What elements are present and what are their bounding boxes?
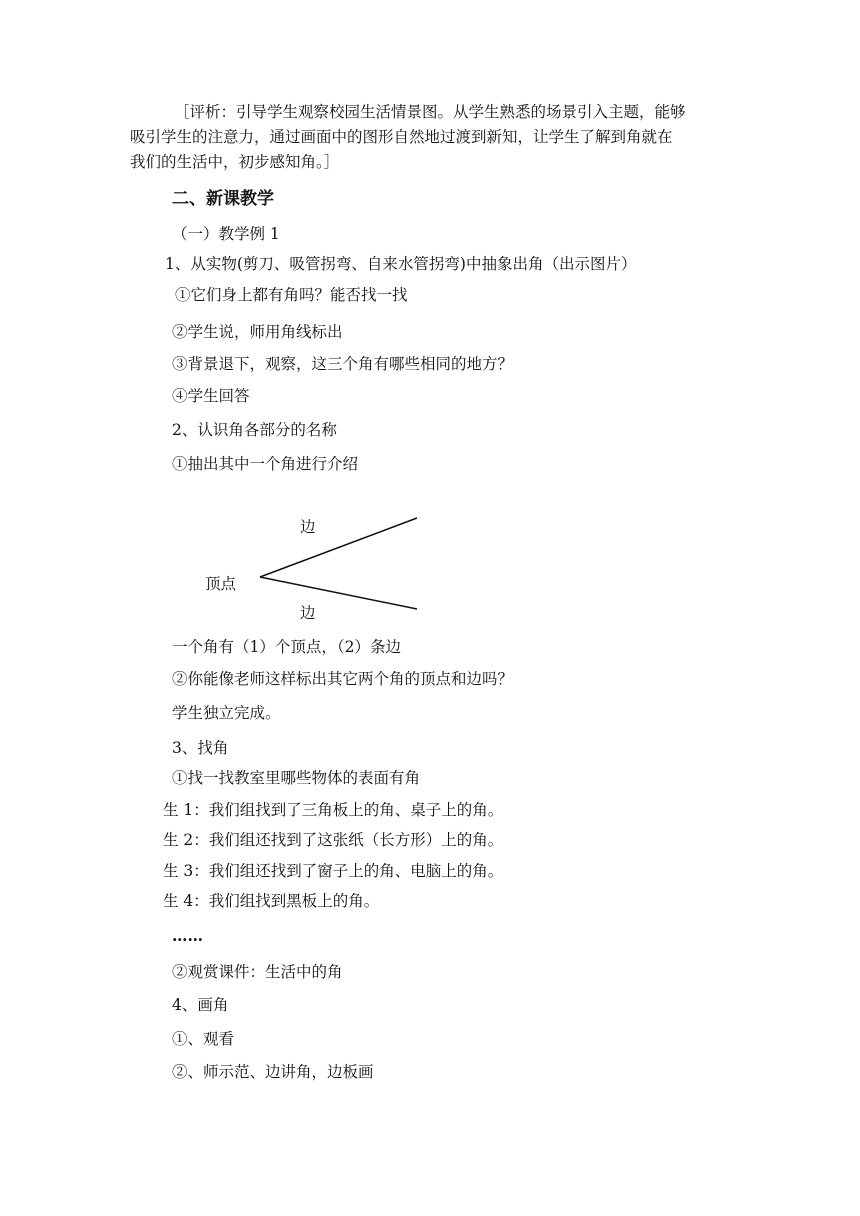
student-2-answer: 生 2：我们组还找到了这张纸（长方形）上的角。 [163, 831, 504, 849]
item-4-b: ②、师示范、边讲角，边板画 [172, 1063, 374, 1081]
item-3: 3、找角 [172, 739, 229, 757]
intro-line-2: 吸引学生的注意力，通过画面中的图形自然地过渡到新知，让学生了解到角就在 [130, 128, 673, 146]
item-4-a: ①、观看 [172, 1030, 235, 1048]
student-1-answer: 生 1：我们组找到了三角板上的角、桌子上的角。 [163, 801, 504, 819]
student-3-answer: 生 3：我们组还找到了窗子上的角、电脑上的角。 [163, 862, 504, 880]
section-title: 二、新课教学 [172, 189, 274, 209]
item-3-b: ②观赏课件：生活中的角 [172, 963, 343, 981]
item-4: 4、画角 [172, 996, 229, 1014]
item-2-a: ①抽出其中一个角进行介绍 [172, 455, 359, 473]
item-1: 1、从实物(剪刀、吸管拐弯、自来水管拐弯)中抽象出角（出示图片） [165, 255, 637, 273]
label-vertex: 顶点 [205, 575, 237, 593]
angle-bottom-edge [260, 577, 417, 609]
label-edge-top: 边 [300, 518, 316, 536]
label-edge-bottom: 边 [300, 604, 316, 622]
question-2: ②学生说，师用角线标出 [172, 323, 343, 341]
question-4: ④学生回答 [172, 387, 250, 405]
item-2-b: ②你能像老师这样标出其它两个角的顶点和边吗？ [172, 670, 514, 688]
ellipsis: …… [172, 926, 203, 945]
item-2-c: 学生独立完成。 [172, 704, 281, 722]
intro-line-3: 我们的生活中，初步感知角。］ [130, 153, 340, 171]
subsection-example-1: （一）教学例 1 [172, 225, 280, 243]
angle-top-edge [260, 518, 417, 577]
item-2: 2、认识角各部分的名称 [172, 421, 337, 439]
item-3-a: ①找一找教室里哪些物体的表面有角 [172, 769, 421, 787]
intro-line-1: ［评析：引导学生观察校园生活情景图。从学生熟悉的场景引入主题，能够 [174, 103, 686, 121]
student-4-answer: 生 4：我们组找到黑板上的角。 [163, 892, 380, 910]
angle-summary: 一个角有（1）个顶点，（2）条边 [172, 638, 401, 656]
question-3: ③背景退下，观察，这三个角有哪些相同的地方？ [172, 355, 514, 373]
question-1: ①它们身上都有角吗？能否找一找 [175, 286, 408, 304]
